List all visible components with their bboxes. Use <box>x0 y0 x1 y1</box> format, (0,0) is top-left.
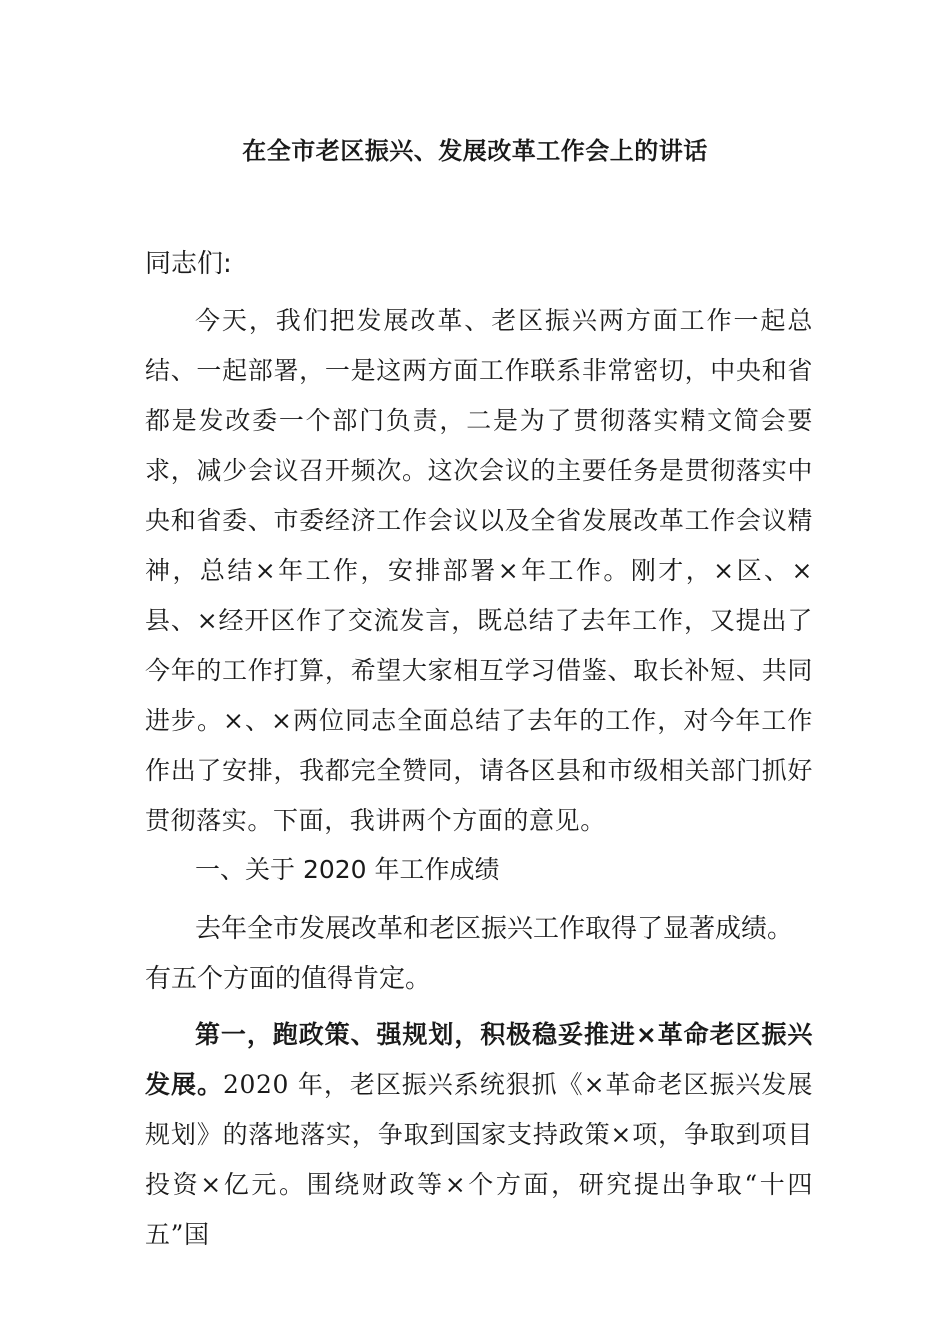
paragraph-intro: 今天，我们把发展改革、老区振兴两方面工作一起总结、一起部署，一是这两方面工作联系非常密切，中央和省都是发改委一个部门负责，二是为了贯彻落实精文简会要求，减少会议召开频次。这次会议的主要任务是贯彻落实中央和省委、市委经济工作会议以及全省发展改革工作会议精神，总结×年工作，安排部署×年工作。刚才，×区、×县、×经开区作了交流发言，既总结了去年工作，又提出了今年的工作打算，希望大家相互学习借鉴、取长补短、共同进步。×、×两位同志全面总结了去年的工作，对今年工作作出了安排，我都完全赞同，请各区县和市级相关部门抓好贯彻落实。下面，我讲两个方面的意见。 <box>145 306 813 835</box>
paragraph-first-point <box>145 1010 813 1260</box>
salutation: 同志们: <box>145 249 232 279</box>
first-point-lead: 第一，跑政策、强规划，积极稳妥推进×革命老区振兴发展。 <box>145 1020 813 1099</box>
document-title: 在全市老区振兴、发展改革工作会上的讲话 <box>242 137 708 165</box>
first-point-text: 2020 年，老区振兴系统狠抓《×革命老区振兴发展规划》的落地落实，争取到国家支持政策×项，争取到项目投资×亿元。围绕财政等×个方面，研究提出争取“十四五”国 <box>145 1070 813 1249</box>
paragraph-achievements: 去年全市发展改革和老区振兴工作取得了显著成绩。有五个方面的值得肯定。 <box>145 914 794 994</box>
section-heading-1: 一、关于 2020 年工作成绩 <box>195 855 500 884</box>
